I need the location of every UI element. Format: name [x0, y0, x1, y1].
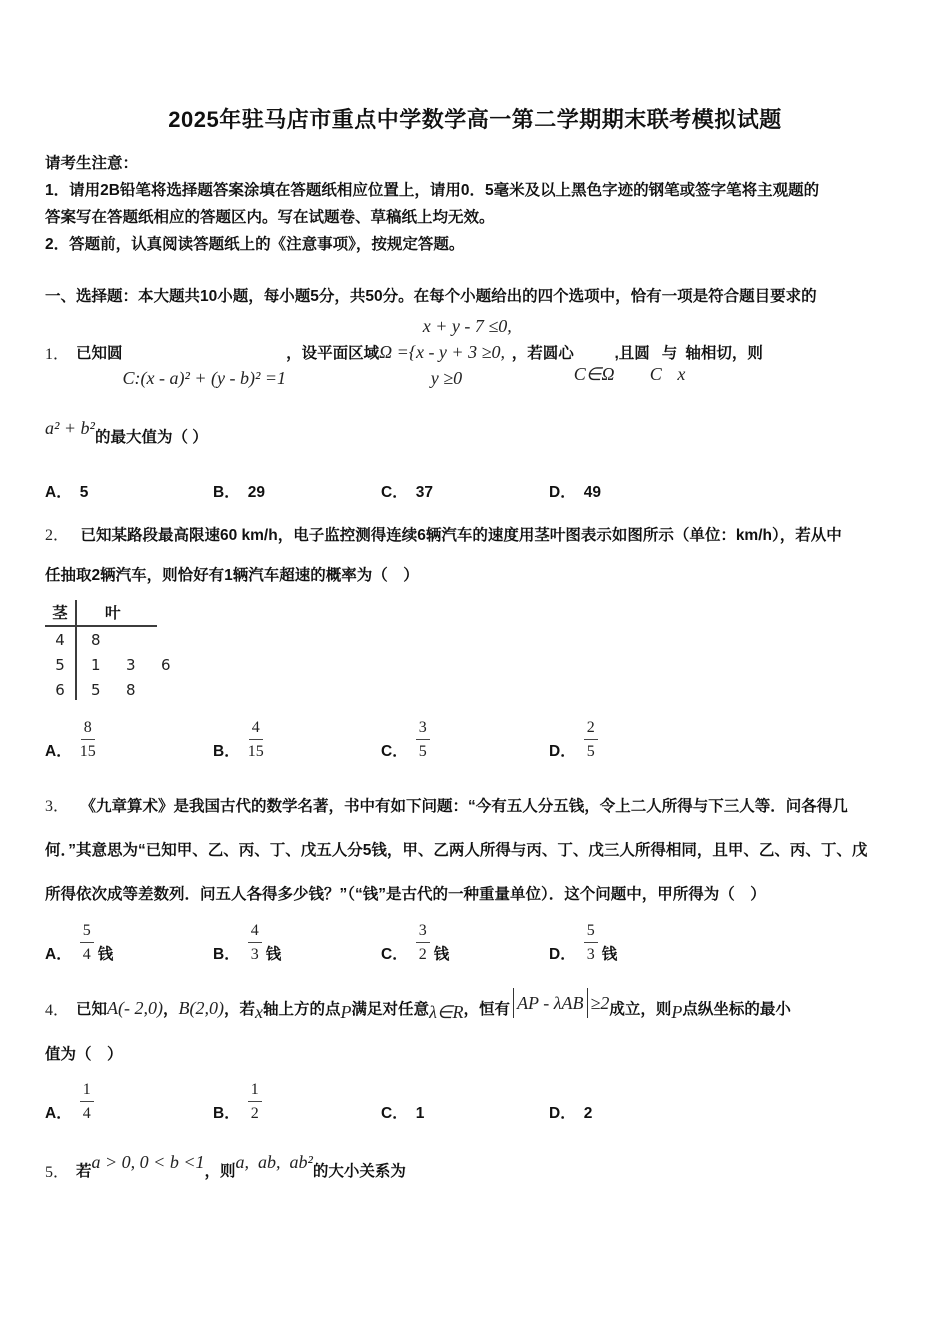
q2-option-b — [213, 718, 381, 761]
question-5 — [45, 1151, 905, 1185]
fraction-numerator: 4 — [249, 718, 263, 740]
fraction — [416, 718, 430, 761]
option-label: A． — [45, 1105, 72, 1122]
fraction — [584, 718, 598, 761]
question-1-options — [45, 480, 905, 502]
option-value: 1 — [415, 1105, 425, 1122]
leaf: 3 — [126, 655, 136, 674]
circle-equation: C:(x - a)² + (y - b)² =1 — [122, 367, 287, 388]
fraction-denominator: 15 — [79, 743, 96, 760]
inequality-line-3: y ≥0 — [430, 368, 463, 388]
question-4 — [45, 988, 905, 1028]
question-2-text-1: 已知某路段最高限速60 km/h，电子监控测得连续6辆汽车的速度用茎叶图表示如图所示（单位：km/h），若从中 — [80, 527, 842, 544]
fraction-denominator: 5 — [586, 743, 595, 760]
question-1-target — [45, 418, 905, 448]
omega-symbol: Ω = — [379, 341, 409, 362]
question-4-seg2: ， — [163, 1001, 179, 1018]
stemleaf-row — [45, 677, 215, 702]
stem-value: 4 — [55, 630, 65, 649]
option-label: B． — [213, 1105, 240, 1122]
question-1-text-mid4: 与 — [661, 345, 678, 362]
q4-option-a — [45, 1080, 213, 1123]
option-value: 49 — [583, 484, 601, 501]
question-3-line-3: 所得依次成等差数列．问五人各得多少钱？”（“钱”是古代的一种重量单位）．这个问题中，甲所得为（ ） — [45, 886, 766, 903]
question-5-seg3: 的大小关系为 — [312, 1163, 406, 1180]
q4-option-c — [381, 1101, 549, 1123]
leaf-values — [75, 631, 118, 649]
q4-option-d — [549, 1101, 717, 1123]
option-label: C． — [381, 743, 408, 760]
question-1-text-mid5: 轴相切，则 — [685, 345, 763, 362]
question-5-number: 5． — [45, 1163, 70, 1181]
question-1-number: 1． — [45, 345, 70, 363]
question-5-seg1: 若 — [76, 1163, 92, 1180]
question-4-seg4: 轴上方的点 — [263, 1001, 341, 1018]
q4-option-b — [213, 1080, 381, 1123]
ab-terms-formula: a, ab, ab² — [235, 1151, 313, 1172]
leaf-header: 叶 — [105, 605, 121, 622]
question-1-text-lead: 已知圆 — [76, 345, 123, 362]
option-label: D． — [549, 484, 576, 501]
fraction-denominator: 5 — [418, 743, 427, 760]
abs-bar-right — [587, 988, 588, 1018]
option-label: C． — [381, 484, 408, 501]
section-1-header: 一、选择题：本大题共10小题，每小题5分，共50分。在每个小题给出的四个选项中，恰有一项是符合题目要求的 — [45, 288, 817, 305]
question-3-number: 3． — [45, 798, 70, 815]
leaf: 8 — [91, 630, 101, 649]
vector-inequality-formula — [510, 988, 609, 1018]
question-1-text-mid3: ,且圆 — [614, 345, 650, 362]
option-label: A． — [45, 484, 72, 501]
fraction — [416, 921, 430, 964]
fraction — [584, 921, 598, 964]
vector-expression: AP - λAB — [517, 992, 584, 1013]
lambda-in-r-formula: λ∈R — [429, 1001, 464, 1022]
page-title: 2025年驻马店市重点中学数学高一第二学期期末联考模拟试题 — [168, 107, 782, 132]
option-unit: 钱 — [97, 946, 114, 963]
question-4-seg7: 成立，则 — [609, 1001, 672, 1018]
option-value: 2 — [583, 1105, 593, 1122]
center-in-omega-formula: C∈Ω — [573, 363, 615, 384]
option-label: A． — [45, 946, 72, 963]
option-label: B． — [213, 743, 240, 760]
stemleaf-row — [45, 627, 215, 652]
question-1-text-mid1: ，设平面区域 — [286, 345, 380, 362]
question-2-number: 2． — [45, 527, 70, 544]
option-label: B． — [213, 946, 240, 963]
question-3-text-1: 《九章算术》是我国古代的数学名著，书中有如下问题：“今有五人分五钱，令上二人所得与下三人等．问各得几 — [80, 798, 848, 815]
question-2-options — [45, 718, 905, 761]
option-label: D． — [549, 946, 576, 963]
option-value: 29 — [247, 484, 265, 501]
fraction — [80, 1080, 94, 1123]
abs-bar-left — [513, 988, 514, 1018]
fraction-numerator: 3 — [416, 718, 430, 740]
question-4-options — [45, 1080, 905, 1123]
option-unit: 钱 — [601, 946, 618, 963]
stemleaf-row — [45, 652, 215, 677]
fraction — [248, 1080, 262, 1123]
leaf-values — [75, 656, 188, 674]
option-label: C． — [381, 946, 408, 963]
fraction-numerator: 8 — [81, 718, 95, 740]
fraction-numerator: 5 — [584, 921, 598, 943]
fraction-denominator: 3 — [586, 946, 595, 963]
fraction-numerator: 1 — [80, 1080, 94, 1102]
leaf: 8 — [126, 680, 136, 699]
q2-option-a — [45, 718, 213, 761]
inequality-line-1: x + y - 7 ≤0, — [422, 316, 512, 336]
q1-option-b — [213, 480, 381, 502]
question-3-options — [45, 921, 905, 964]
fraction-denominator: 4 — [82, 946, 91, 963]
a2-plus-b2-formula: a² + b² — [45, 418, 95, 438]
q1-option-a — [45, 480, 213, 502]
option-label: C． — [381, 1105, 408, 1122]
notice-item-1-line-2: 答案写在答题纸相应的答题区内。写在试题卷、草稿纸上均无效。 — [45, 209, 495, 226]
option-label: D． — [549, 743, 576, 760]
question-1 — [45, 312, 905, 392]
question-2-line-2: 任抽取2辆汽车，则恰好有1辆汽车超速的概率为（ ） — [45, 567, 419, 584]
inequality-line-2: {x - y + 3 ≥0, — [408, 342, 505, 362]
question-4-line-2: 值为（ ） — [45, 1046, 123, 1063]
option-value: 37 — [415, 484, 433, 501]
point-a-formula: A(- 2,0) — [107, 997, 164, 1018]
question-3-line-2: 何．”其意思为“已知甲、乙、丙、丁、戊五人分5钱，甲、乙两人所得与丙、丁、戊三人所得相同，且甲、乙、丙、丁、戊 — [45, 842, 868, 859]
q1-option-c — [381, 480, 549, 502]
fraction — [248, 718, 264, 761]
leaf: 6 — [161, 655, 171, 674]
q2-option-c — [381, 718, 549, 761]
q3-option-b — [213, 921, 381, 964]
question-4-seg6: ，恒有 — [463, 1001, 511, 1018]
x-axis-symbol: x — [677, 363, 686, 384]
question-5-seg2: ，则 — [204, 1163, 236, 1180]
question-4-seg8: 点纵坐标的最小 — [682, 1001, 791, 1018]
fraction-denominator: 3 — [250, 946, 259, 963]
question-3-line-1 — [45, 785, 905, 829]
stemleaf-vertical-line — [75, 600, 77, 700]
question-1-target-text: 的最大值为（ ） — [94, 429, 208, 446]
fraction — [248, 921, 262, 964]
option-label: B． — [213, 484, 240, 501]
leaf: 1 — [91, 655, 101, 674]
question-4-seg1: 已知 — [76, 1001, 108, 1018]
ab-conditions-formula: a > 0, 0 < b <1 — [91, 1151, 205, 1172]
notice-item-2: 2．答题前，认真阅读答题纸上的《注意事项》，按规定答题。 — [45, 236, 465, 253]
fraction-numerator: 2 — [584, 718, 598, 740]
option-label: A． — [45, 743, 72, 760]
stemleaf-header — [45, 600, 215, 623]
option-unit: 钱 — [265, 946, 282, 963]
stem-value: 6 — [55, 680, 65, 699]
point-p-symbol: P — [671, 1001, 683, 1022]
leaf-values — [75, 681, 153, 699]
option-value: 5 — [79, 484, 89, 501]
inequality-rhs: ≥2 — [590, 992, 610, 1013]
leaf: 5 — [91, 680, 101, 699]
notice-heading: 请考生注意： — [45, 155, 139, 172]
q3-option-a — [45, 921, 213, 964]
circle-c-symbol: C — [649, 363, 662, 384]
q3-option-d — [549, 921, 717, 964]
fraction-denominator: 4 — [82, 1105, 91, 1122]
stem-value: 5 — [55, 655, 65, 674]
question-2-line-1 — [45, 516, 905, 556]
fraction-denominator: 2 — [250, 1105, 259, 1122]
inequality-system — [409, 313, 512, 391]
x-axis-symbol: x — [255, 1001, 264, 1022]
question-4-seg3: ，若 — [224, 1001, 256, 1018]
option-label: D． — [549, 1105, 576, 1122]
option-unit: 钱 — [433, 946, 450, 963]
fraction-numerator: 4 — [248, 921, 262, 943]
notice-item-1-line-1: 1．请用2B铅笔将选择题答案涂填在答题纸相应位置上，请用0．5毫米及以上黑色字迹的钢笔或签字笔将主观题的 — [45, 182, 820, 199]
stem-header: 茎 — [52, 605, 68, 622]
q2-option-d — [549, 718, 717, 761]
question-4-number: 4． — [45, 1001, 70, 1019]
fraction — [80, 718, 96, 761]
q1-option-d — [549, 480, 717, 502]
question-3 — [45, 785, 905, 964]
question-1-text-mid2: ，若圆心 — [511, 345, 574, 362]
question-4-seg5: 满足对任意 — [351, 1001, 430, 1018]
question-2 — [45, 516, 905, 761]
fraction-numerator: 3 — [416, 921, 430, 943]
fraction-numerator: 5 — [80, 921, 94, 943]
fraction-denominator: 15 — [247, 743, 264, 760]
fraction-denominator: 2 — [418, 946, 427, 963]
fraction — [80, 921, 94, 964]
q3-option-c — [381, 921, 549, 964]
stem-and-leaf-plot — [45, 600, 215, 702]
point-b-formula: B(2,0) — [178, 997, 225, 1018]
fraction-numerator: 1 — [248, 1080, 262, 1102]
point-p-symbol: P — [340, 1001, 352, 1022]
